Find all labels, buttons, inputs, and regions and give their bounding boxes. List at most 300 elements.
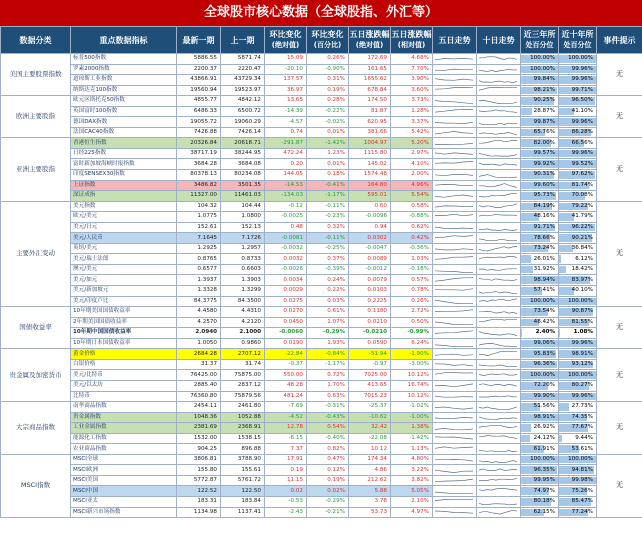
previous-value: 38244.95 <box>221 148 265 159</box>
indicator-name: 富时新加坡海峡时报指数 <box>71 159 177 170</box>
ten-day-trend-sparkline <box>477 254 521 265</box>
indicator-name: 德国DAX指数 <box>71 117 177 128</box>
previous-value: 2837.12 <box>221 380 265 391</box>
five-day-change-percent: -0.36% <box>391 243 433 254</box>
ten-day-trend-sparkline <box>477 286 521 297</box>
category-cell: 美国主要股票指数 <box>1 54 71 96</box>
change-absolute: 137.57 <box>265 75 307 86</box>
percentile-value: 2.40% <box>535 329 555 336</box>
ten-year-percentile <box>559 243 597 254</box>
change-percent: -0.29% <box>307 328 349 339</box>
change-percent: -0.11% <box>307 201 349 212</box>
event-tip-cell: 无 <box>597 201 642 306</box>
change-percent: 0.47% <box>307 454 349 465</box>
latest-value: 19055.72 <box>177 117 221 128</box>
table-row <box>1 159 642 170</box>
column-header <box>477 27 521 54</box>
five-day-trend-sparkline <box>433 170 477 181</box>
five-day-change-percent: 0.57% <box>391 275 433 286</box>
latest-value: 4855.77 <box>177 96 221 107</box>
ten-year-percentile <box>559 307 597 318</box>
ten-year-percentile <box>559 433 597 444</box>
latest-value: 1.0775 <box>177 212 221 223</box>
ten-day-trend-sparkline <box>477 138 521 149</box>
five-day-change-absolute: 1004.97 <box>349 138 391 149</box>
ten-day-trend-sparkline <box>477 433 521 444</box>
five-day-trend-sparkline <box>433 328 477 339</box>
change-percent: 0.26% <box>307 54 349 65</box>
event-tip-cell: 无 <box>597 454 642 517</box>
change-percent: 0.28% <box>307 96 349 107</box>
change-absolute: 15.09 <box>265 54 307 65</box>
ten-year-percentile <box>559 317 597 328</box>
percentile-value: 99.96% <box>571 118 593 125</box>
previous-value: 4.2120 <box>221 317 265 328</box>
latest-value: 4.4580 <box>177 307 221 318</box>
table-row <box>1 286 642 297</box>
percentile-value: 83.97% <box>571 276 593 283</box>
five-day-trend-sparkline <box>433 75 477 86</box>
five-day-change-percent: 0.62% <box>391 222 433 233</box>
table-row <box>1 212 642 223</box>
ten-year-percentile <box>559 233 597 244</box>
ten-year-percentile <box>559 328 597 339</box>
change-percent: -1.17% <box>307 191 349 202</box>
percentile-value: 99.60% <box>533 181 555 188</box>
table-row <box>1 75 642 86</box>
latest-value: 20326.84 <box>177 138 221 149</box>
five-day-trend-sparkline <box>433 454 477 465</box>
percentile-value: 93.12% <box>571 361 593 368</box>
change-percent: 0.37% <box>307 254 349 265</box>
five-day-trend-sparkline <box>433 233 477 244</box>
three-year-percentile <box>521 191 559 202</box>
three-year-percentile <box>521 117 559 128</box>
three-year-percentile <box>521 296 559 307</box>
change-absolute: 0.0270 <box>265 307 307 318</box>
ten-day-trend-sparkline <box>477 201 521 212</box>
previous-value: 1137.41 <box>221 507 265 518</box>
three-year-percentile <box>521 496 559 507</box>
ten-year-percentile <box>559 127 597 138</box>
five-day-change-percent: 2.10% <box>391 496 433 507</box>
ten-day-trend-sparkline <box>477 402 521 413</box>
three-year-percentile <box>521 465 559 476</box>
percentile-value: 28.87% <box>533 108 555 114</box>
column-header-sublabel: 处百分位 <box>563 41 592 49</box>
five-day-change-absolute: 0.0089 <box>349 254 391 265</box>
percentile-value: 90.21% <box>571 234 593 241</box>
five-day-change-absolute: -0.97 <box>349 359 391 370</box>
five-day-change-absolute: 174.34 <box>349 454 391 465</box>
column-header-label: 十日走势 <box>482 35 515 45</box>
ten-day-trend-sparkline <box>477 222 521 233</box>
five-day-change-absolute: 0.0302 <box>349 233 391 244</box>
five-day-change-percent: -1.42% <box>391 433 433 444</box>
column-header <box>521 27 559 54</box>
five-day-trend-sparkline <box>433 486 477 497</box>
ten-year-percentile <box>559 191 597 202</box>
percentile-value: 70.08% <box>571 192 593 199</box>
ten-year-percentile <box>559 380 597 391</box>
change-percent: -0.39% <box>307 264 349 275</box>
five-day-change-absolute: 3.78 <box>349 496 391 507</box>
change-absolute: -4.52 <box>265 412 307 423</box>
percentile-value: 74.97% <box>533 487 555 494</box>
percentile-value: 26.01% <box>533 255 555 262</box>
percentile-value: 82.00% <box>533 139 555 146</box>
latest-value: 43866.91 <box>177 75 221 86</box>
column-header-label: 环比变化 <box>269 30 302 39</box>
column-header-label: 五日涨跌幅 <box>391 30 432 39</box>
five-day-change-absolute: 7025.00 <box>349 370 391 381</box>
column-header-label: 环比变化 <box>311 30 344 39</box>
latest-value: 4.2570 <box>177 317 221 328</box>
percentile-value: 57.41% <box>533 287 555 294</box>
table-row <box>1 64 642 75</box>
table-row <box>1 201 642 212</box>
percentile-value: 99.84% <box>533 76 555 83</box>
change-percent: -0.90% <box>307 64 349 75</box>
three-year-percentile <box>521 444 559 455</box>
column-header <box>559 27 597 54</box>
table-row <box>1 85 642 96</box>
percentile-value: 91.71% <box>533 224 555 231</box>
percentile-value: 27.73% <box>571 403 593 410</box>
five-day-change-percent: 0.42% <box>391 233 433 244</box>
five-day-trend-sparkline <box>433 507 477 518</box>
five-day-trend-sparkline <box>433 96 477 107</box>
ten-day-trend-sparkline <box>477 243 521 254</box>
table-row <box>1 496 642 507</box>
report-title: 全球股市核心数据（全球股指、外汇等） <box>0 0 642 26</box>
ten-year-percentile <box>559 85 597 96</box>
five-day-change-percent: 4.97% <box>391 507 433 518</box>
percentile-value: 66.56% <box>571 139 593 146</box>
percentile-value: 98.91% <box>571 350 593 357</box>
five-day-change-absolute: 0.2225 <box>349 296 391 307</box>
table-row <box>1 138 642 149</box>
table-row <box>1 191 642 202</box>
change-absolute: -20.10 <box>265 64 307 75</box>
indicator-name: 美元/加元 <box>71 275 177 286</box>
five-day-change-absolute: 53.73 <box>349 507 391 518</box>
percentile-value: 99.06% <box>533 340 555 347</box>
indicator-name: 能源化工指数 <box>71 433 177 444</box>
change-absolute: -2.43 <box>265 507 307 518</box>
three-year-percentile <box>521 54 559 65</box>
previous-value: 896.88 <box>221 444 265 455</box>
ten-day-trend-sparkline <box>477 96 521 107</box>
change-absolute: -0.0025 <box>265 212 307 223</box>
percentile-value: 41.79% <box>571 213 593 220</box>
percentile-value: 36.84% <box>571 245 593 252</box>
five-day-change-absolute: 0.0103 <box>349 286 391 297</box>
latest-value: 76360.80 <box>177 391 221 402</box>
latest-value: 5772.87 <box>177 475 221 486</box>
five-day-change-percent: 5.20% <box>391 138 433 149</box>
latest-value: 904.25 <box>177 444 221 455</box>
ten-year-percentile <box>559 338 597 349</box>
percentile-value: 65.76% <box>533 129 555 136</box>
percentile-value: 100.00% <box>530 65 555 72</box>
change-absolute: -7.69 <box>265 402 307 413</box>
indicator-name: MSCI新兴市场指数 <box>71 507 177 518</box>
table-row <box>1 359 642 370</box>
column-header <box>1 27 71 54</box>
ten-day-trend-sparkline <box>477 475 521 486</box>
change-absolute: -22.84 <box>265 349 307 360</box>
percentile-value: 79.22% <box>571 202 593 209</box>
five-day-trend-sparkline <box>433 296 477 307</box>
five-day-trend-sparkline <box>433 138 477 149</box>
previous-value: 7426.14 <box>221 127 265 138</box>
percentile-value: 100.00% <box>530 297 555 304</box>
change-absolute: -0.12 <box>265 201 307 212</box>
five-day-change-absolute: 212.62 <box>349 475 391 486</box>
indicator-name: 10年期美国国债收益率 <box>71 307 177 318</box>
indicator-name: 上证指数 <box>71 180 177 191</box>
percentile-value: 96.50% <box>571 97 593 104</box>
previous-value: 1.0800 <box>221 212 265 223</box>
column-header-label: 近三年所 <box>523 30 556 39</box>
table-row <box>1 412 642 423</box>
category-cell: MSCI指数 <box>1 454 71 517</box>
three-year-percentile <box>521 307 559 318</box>
indicator-name: MSCI亚太 <box>71 496 177 507</box>
change-percent: 0.19% <box>307 475 349 486</box>
percentile-value: 96.22% <box>571 224 593 231</box>
percentile-value: 97.62% <box>571 171 593 178</box>
five-day-change-absolute: 161.65 <box>349 64 391 75</box>
change-absolute: 0.20 <box>265 159 307 170</box>
percentile-value: 73.24% <box>533 245 555 252</box>
five-day-change-absolute: 678.84 <box>349 85 391 96</box>
three-year-percentile <box>521 338 559 349</box>
previous-value: 6500.72 <box>221 106 265 117</box>
column-header <box>71 27 177 54</box>
ten-day-trend-sparkline <box>477 159 521 170</box>
percentile-value: 77.67% <box>571 424 593 431</box>
five-day-trend-sparkline <box>433 402 477 413</box>
five-day-change-percent: 10.12% <box>391 370 433 381</box>
previous-value: 155.61 <box>221 465 265 476</box>
ten-year-percentile <box>559 159 597 170</box>
change-percent: -1.17% <box>307 359 349 370</box>
ten-year-percentile <box>559 264 597 275</box>
indicator-name: 黄金价格 <box>71 349 177 360</box>
previous-value: 19060.29 <box>221 117 265 128</box>
three-year-percentile <box>521 243 559 254</box>
latest-value: 2885.40 <box>177 380 221 391</box>
percentile-value: 78.66% <box>533 234 555 241</box>
five-day-trend-sparkline <box>433 444 477 455</box>
column-header-label: 近十年所 <box>561 30 594 39</box>
ten-day-trend-sparkline <box>477 423 521 434</box>
latest-value: 2200.37 <box>177 64 221 75</box>
five-day-change-absolute: 381.66 <box>349 127 391 138</box>
five-day-change-absolute: -10.62 <box>349 412 391 423</box>
ten-year-percentile <box>559 64 597 75</box>
column-header-sublabel: (绝对值) <box>355 41 384 49</box>
previous-value: 2368.91 <box>221 423 265 434</box>
table-row <box>1 307 642 318</box>
change-absolute: -0.37 <box>265 359 307 370</box>
indicator-name: 美元/瑞士法郎 <box>71 254 177 265</box>
percentile-value: 100.00% <box>530 456 555 463</box>
change-absolute: 0.0034 <box>265 275 307 286</box>
five-day-change-percent: 4.10% <box>391 159 433 170</box>
previous-value: 1538.15 <box>221 433 265 444</box>
indicator-name: 美元/人民币 <box>71 233 177 244</box>
three-year-percentile <box>521 275 559 286</box>
five-day-change-absolute: -25.37 <box>349 402 391 413</box>
percentile-value: 31.92% <box>533 266 555 273</box>
change-percent: 0.03% <box>307 296 349 307</box>
market-data-table <box>0 26 642 518</box>
ten-year-percentile <box>559 465 597 476</box>
previous-value: 152.13 <box>221 222 265 233</box>
five-day-trend-sparkline <box>433 307 477 318</box>
indicator-name: 香港恒生指数 <box>71 138 177 149</box>
latest-value: 104.32 <box>177 201 221 212</box>
table-row <box>1 507 642 518</box>
change-percent: 1.70% <box>307 380 349 391</box>
three-year-percentile <box>521 370 559 381</box>
change-absolute: -0.0032 <box>265 243 307 254</box>
five-day-change-percent: 6.24% <box>391 338 433 349</box>
five-day-trend-sparkline <box>433 117 477 128</box>
three-year-percentile <box>521 254 559 265</box>
five-day-change-percent: 1.28% <box>391 106 433 117</box>
indicator-name: 美元/日元 <box>71 222 177 233</box>
latest-value: 2454.11 <box>177 402 221 413</box>
latest-value: 7.1645 <box>177 233 221 244</box>
indicator-name: MSCI美国 <box>71 475 177 486</box>
column-header-label: 上一期 <box>230 35 255 45</box>
three-year-percentile <box>521 85 559 96</box>
percentile-value: 100.00% <box>568 297 593 304</box>
five-day-change-percent: 4.96% <box>391 180 433 191</box>
column-header-label: 五日涨跌幅 <box>349 30 390 39</box>
percentile-value: 48.42% <box>533 318 555 325</box>
five-day-change-absolute: 7015.23 <box>349 391 391 402</box>
table-row <box>1 264 642 275</box>
ten-day-trend-sparkline <box>477 338 521 349</box>
indicator-name: 美元/以太坊 <box>71 380 177 391</box>
ten-year-percentile <box>559 391 597 402</box>
category-cell: 贵金属及加密货币 <box>1 349 71 402</box>
change-absolute: 7.37 <box>265 444 307 455</box>
table-row <box>1 454 642 465</box>
five-day-trend-sparkline <box>433 159 477 170</box>
indicator-name: 深证成指 <box>71 191 177 202</box>
table-row <box>1 370 642 381</box>
ten-year-percentile <box>559 496 597 507</box>
ten-day-trend-sparkline <box>477 75 521 86</box>
five-day-change-percent: 4.68% <box>391 54 433 65</box>
previous-value: 4842.12 <box>221 96 265 107</box>
latest-value: 3486.82 <box>177 180 221 191</box>
ten-year-percentile <box>559 402 597 413</box>
ten-year-percentile <box>559 117 597 128</box>
five-day-change-percent: 0.58% <box>391 201 433 212</box>
five-day-trend-sparkline <box>433 475 477 486</box>
latest-value: 1532.00 <box>177 433 221 444</box>
percentile-value: 98.91% <box>533 413 555 420</box>
ten-year-percentile <box>559 475 597 486</box>
five-day-change-percent: -1.00% <box>391 412 433 423</box>
change-absolute: 0.0275 <box>265 296 307 307</box>
event-tip-cell: 无 <box>597 138 642 201</box>
ten-day-trend-sparkline <box>477 117 521 128</box>
latest-value: 3806.81 <box>177 454 221 465</box>
previous-value: 0.8733 <box>221 254 265 265</box>
five-day-trend-sparkline <box>433 191 477 202</box>
table-row <box>1 254 642 265</box>
column-header <box>177 27 221 54</box>
change-percent: -0.29% <box>307 496 349 507</box>
percentile-value: 53.61% <box>571 445 593 452</box>
latest-value: 7426.88 <box>177 127 221 138</box>
change-percent: -0.02% <box>307 117 349 128</box>
indicator-name: 贵金属指数 <box>71 412 177 423</box>
indicator-name: 法国CAC40指数 <box>71 127 177 138</box>
percentile-value: 100.00% <box>530 371 555 378</box>
change-absolute: 0.19 <box>265 465 307 476</box>
change-absolute: -134.03 <box>265 191 307 202</box>
five-day-trend-sparkline <box>433 64 477 75</box>
percentile-value: 24.12% <box>533 434 555 441</box>
table-row <box>1 349 642 360</box>
table-row <box>1 148 642 159</box>
latest-value: 31.37 <box>177 359 221 370</box>
five-day-trend-sparkline <box>433 127 477 138</box>
indicator-name: 美元/比特币 <box>71 370 177 381</box>
five-day-change-absolute: 164.80 <box>349 180 391 191</box>
five-day-change-absolute: 620.95 <box>349 117 391 128</box>
change-percent: 0.61% <box>307 307 349 318</box>
five-day-trend-sparkline <box>433 433 477 444</box>
indicator-name: 英镑/美元 <box>71 243 177 254</box>
ten-day-trend-sparkline <box>477 264 521 275</box>
five-day-trend-sparkline <box>433 370 477 381</box>
ten-day-trend-sparkline <box>477 212 521 223</box>
change-percent: 1.07% <box>307 317 349 328</box>
five-day-change-absolute: 1115.80 <box>349 148 391 159</box>
five-day-change-absolute: -0.0210 <box>349 328 391 339</box>
column-header-sublabel: (百分比) <box>313 41 342 49</box>
five-day-change-absolute: 0.0210 <box>349 317 391 328</box>
ten-day-trend-sparkline <box>477 106 521 117</box>
five-day-change-absolute: 174.50 <box>349 96 391 107</box>
change-percent: 0.01% <box>307 127 349 138</box>
three-year-percentile <box>521 180 559 191</box>
five-day-change-percent: 2.97% <box>391 148 433 159</box>
change-percent: 0.32% <box>307 222 349 233</box>
previous-value: 2707.12 <box>221 349 265 360</box>
ten-day-trend-sparkline <box>477 465 521 476</box>
three-year-percentile <box>521 328 559 339</box>
change-absolute: -14.53 <box>265 180 307 191</box>
indicator-name: 纳斯达克100指数 <box>71 85 177 96</box>
table-row <box>1 54 642 65</box>
ten-day-trend-sparkline <box>477 370 521 381</box>
previous-value: 43729.34 <box>221 75 265 86</box>
change-absolute: 144.05 <box>265 170 307 181</box>
change-percent: -0.23% <box>307 212 349 223</box>
five-day-trend-sparkline <box>433 359 477 370</box>
